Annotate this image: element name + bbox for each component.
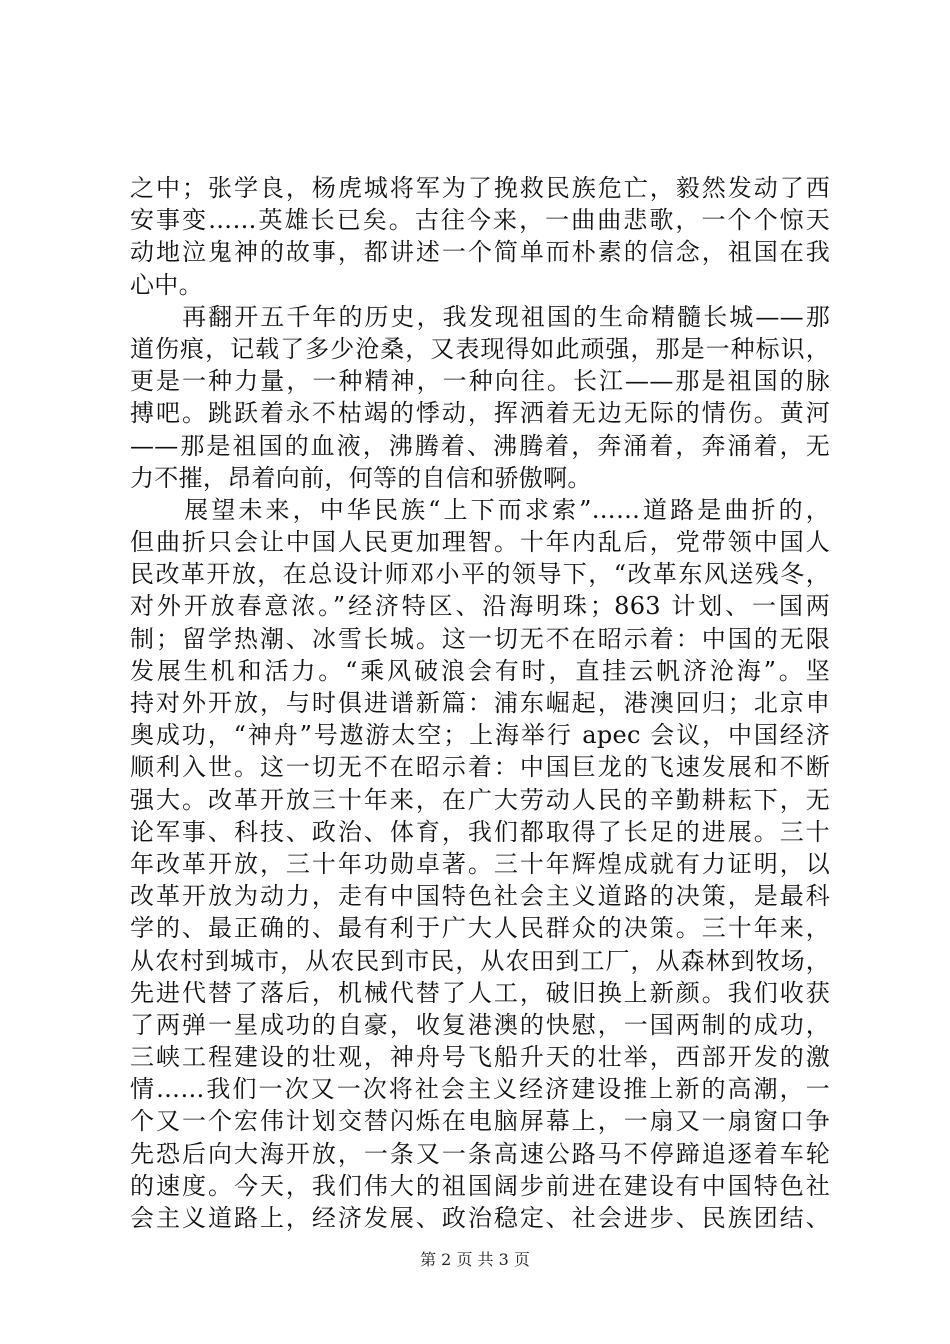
text-line: 奥成功，“神舟”号遨游太空；上海举行 apec 会议，中国经济 [130,721,830,750]
text-line: 个又一个宏伟计划交替闪烁在电脑屏幕上，一扇又一扇窗口争 [130,1107,830,1136]
text-line: 安事变……英雄长已矣。古往今来，一曲曲悲歌，一个个惊天 [130,206,830,235]
text-line: 三峡工程建设的壮观，神舟号飞船升天的壮举，西部开发的激 [130,1043,830,1072]
text-line: 先恐后向大海开放，一条又一条高速公路马不停蹄追逐着车轮 [130,1139,830,1168]
text-line: 持对外开放，与时俱进谱新篇：浦东崛起，港澳回归；北京申 [130,689,830,717]
text-line: 改革开放为动力，走有中国特色社会主义道路的决策，是最科 [130,882,830,911]
text-line: 道伤痕，记载了多少沧桑，又表现得如此顽强，那是一种标识， [130,334,830,363]
text-line: 动地泣鬼神的故事，都讲述一个简单而朴素的信念，祖国在我 [130,238,830,267]
text-line: 先进代替了落后，机械代替了人工，破旧换上新颜。我们收获 [130,978,830,1007]
text-line: 发展生机和活力。“乘风破浪会有时，直挂云帆济沧海”。坚 [130,656,830,685]
text-line: 之中；张学良，杨虎城将军为了挽救民族危亡，毅然发动了西 [130,174,830,202]
text-line: 但曲折只会让中国人民更加理智。十年内乱后，党带领中国人 [130,528,830,557]
text-line: 心中。 [130,270,203,299]
text-line: 年改革开放，三十年功勋卓著。三十年辉煌成就有力证明，以 [130,849,830,878]
text-line: ——那是祖国的血液，沸腾着、沸腾着，奔涌着，奔涌着，无 [130,431,830,460]
text-line: 了两弹一星成功的自豪，收复港澳的快慰，一国两制的成功， [130,1010,830,1039]
text-line: 对外开放春意浓。”经济特区、沿海明珠；863 计划、一国两 [130,592,830,621]
text-line: 民改革开放，在总设计师邓小平的领导下，“改革东风送残冬， [130,560,830,589]
text-line: 搏吧。跳跃着永不枯竭的悸动，挥洒着无边无际的情伤。黄河 [130,399,830,428]
text-line: 从农村到城市，从农民到市民，从农田到工厂，从森林到牧场， [130,946,830,975]
text-line: 强大。改革开放三十年来，在广大劳动人民的辛勤耕耘下，无 [130,785,830,814]
text-line: 情……我们一次又一次将社会主义经济建设推上新的高潮，一 [130,1075,830,1104]
body-text [130,172,830,1234]
text-line: 论军事、科技、政治、体育，我们都取得了长足的进展。三十 [130,817,830,846]
text-line: 的速度。今天，我们伟大的祖国阔步前进在建设有中国特色社 [130,1171,830,1200]
text-line: 学的、最正确的、最有利于广大人民群众的决策。三十年来， [130,914,830,943]
text-line: 力不摧，昂着向前，何等的自信和骄傲啊。 [130,463,592,492]
text-line: 更是一种力量，一种精神，一种向往。长江——那是祖国的脉 [130,367,830,396]
text-line: 展望未来，中华民族“上下而求索”……道路是曲折的， [130,495,830,524]
text-line: 会主义道路上，经济发展、政治稳定、社会进步、民族团结、 [130,1204,830,1232]
text-line: 顺利入世。这一切无不在昭示着：中国巨龙的飞速发展和不断 [130,753,830,782]
page-number-footer: 第 2 页 共 3 页 [420,1250,530,1269]
text-line: 制；留学热潮、冰雪长城。这一切无不在昭示着：中国的无限 [130,624,830,653]
text-line: 再翻开五千年的历史，我发现祖国的生命精髓长城——那 [130,302,830,331]
